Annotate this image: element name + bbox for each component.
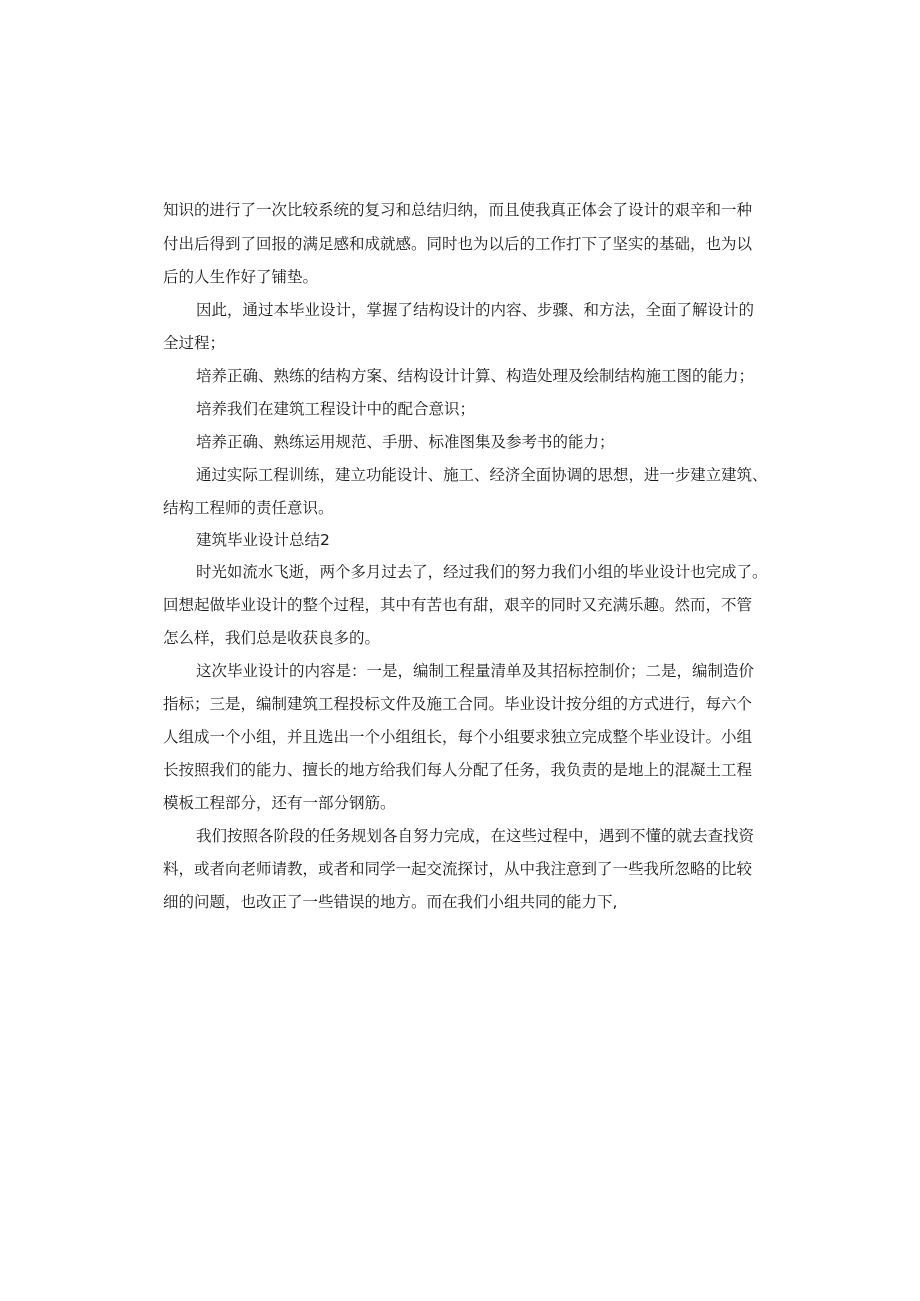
text-line: 培养正确、熟练运用规范、手册、标准图集及参考书的能力； [196,433,615,451]
text-line: 这次毕业设计的内容是：一是，编制工程量清单及其招标控制价；二是，编制造价 [196,662,755,680]
text-line: 指标；三是，编制建筑工程投标文件及施工合同。毕业设计按分组的方式进行，每六个 [163,695,753,713]
text-line: 模板工程部分，还有一部分钢筋。 [163,794,396,812]
section-heading: 建筑毕业设计总结2 [196,531,330,549]
text-line: 料，或者向老师请教，或者和同学一起交流探讨，从中我注意到了一些我所忽略的比较 [163,860,753,878]
text-line: 知识的进行了一次比较系统的复习和总结归纳，而且使我真正体会了设计的艰辛和一种 [163,201,753,219]
text-line: 因此，通过本毕业设计，掌握了结构设计的内容、步骤、和方法，全面了解设计的 [196,301,755,319]
text-line: 培养正确、熟练的结构方案、结构设计计算、构造处理及绘制结构施工图的能力； [196,367,755,385]
text-line: 通过实际工程训练，建立功能设计、施工、经济全面协调的思想，进一步建立建筑、 [196,466,768,484]
text-line: 时光如流水飞逝，两个多月过去了，经过我们的努力我们小组的毕业设计也完成了。 [196,563,768,581]
text-line: 细的问题，也改正了一些错误的地方。而在我们小组共同的能力下, [163,893,618,911]
text-line: 后的人生作好了铺垫。 [163,268,319,286]
text-line: 培养我们在建筑工程设计中的配合意识； [196,400,476,418]
text-line: 怎么样，我们总是收获良多的。 [163,629,381,647]
text-line: 结构工程师的责任意识。 [163,499,334,517]
text-line: 人组成一个小组，并且选出一个小组组长，每个小组要求独立完成整个毕业设计。小组 [163,728,753,746]
text-line: 付出后得到了回报的满足感和成就感。同时也为以后的工作打下了坚实的基础，也为以 [163,235,753,253]
text-line: 长按照我们的能力、擅长的地方给我们每人分配了任务，我负责的是地上的混凝土工程 [163,761,753,779]
text-line: 回想起做毕业设计的整个过程，其中有苦也有甜，艰辛的同时又充满乐趣。然而，不管 [163,596,753,614]
text-line: 我们按照各阶段的任务规划各自努力完成，在这些过程中，遇到不懂的就去查找资 [196,827,755,845]
text-line: 全过程； [163,334,226,352]
